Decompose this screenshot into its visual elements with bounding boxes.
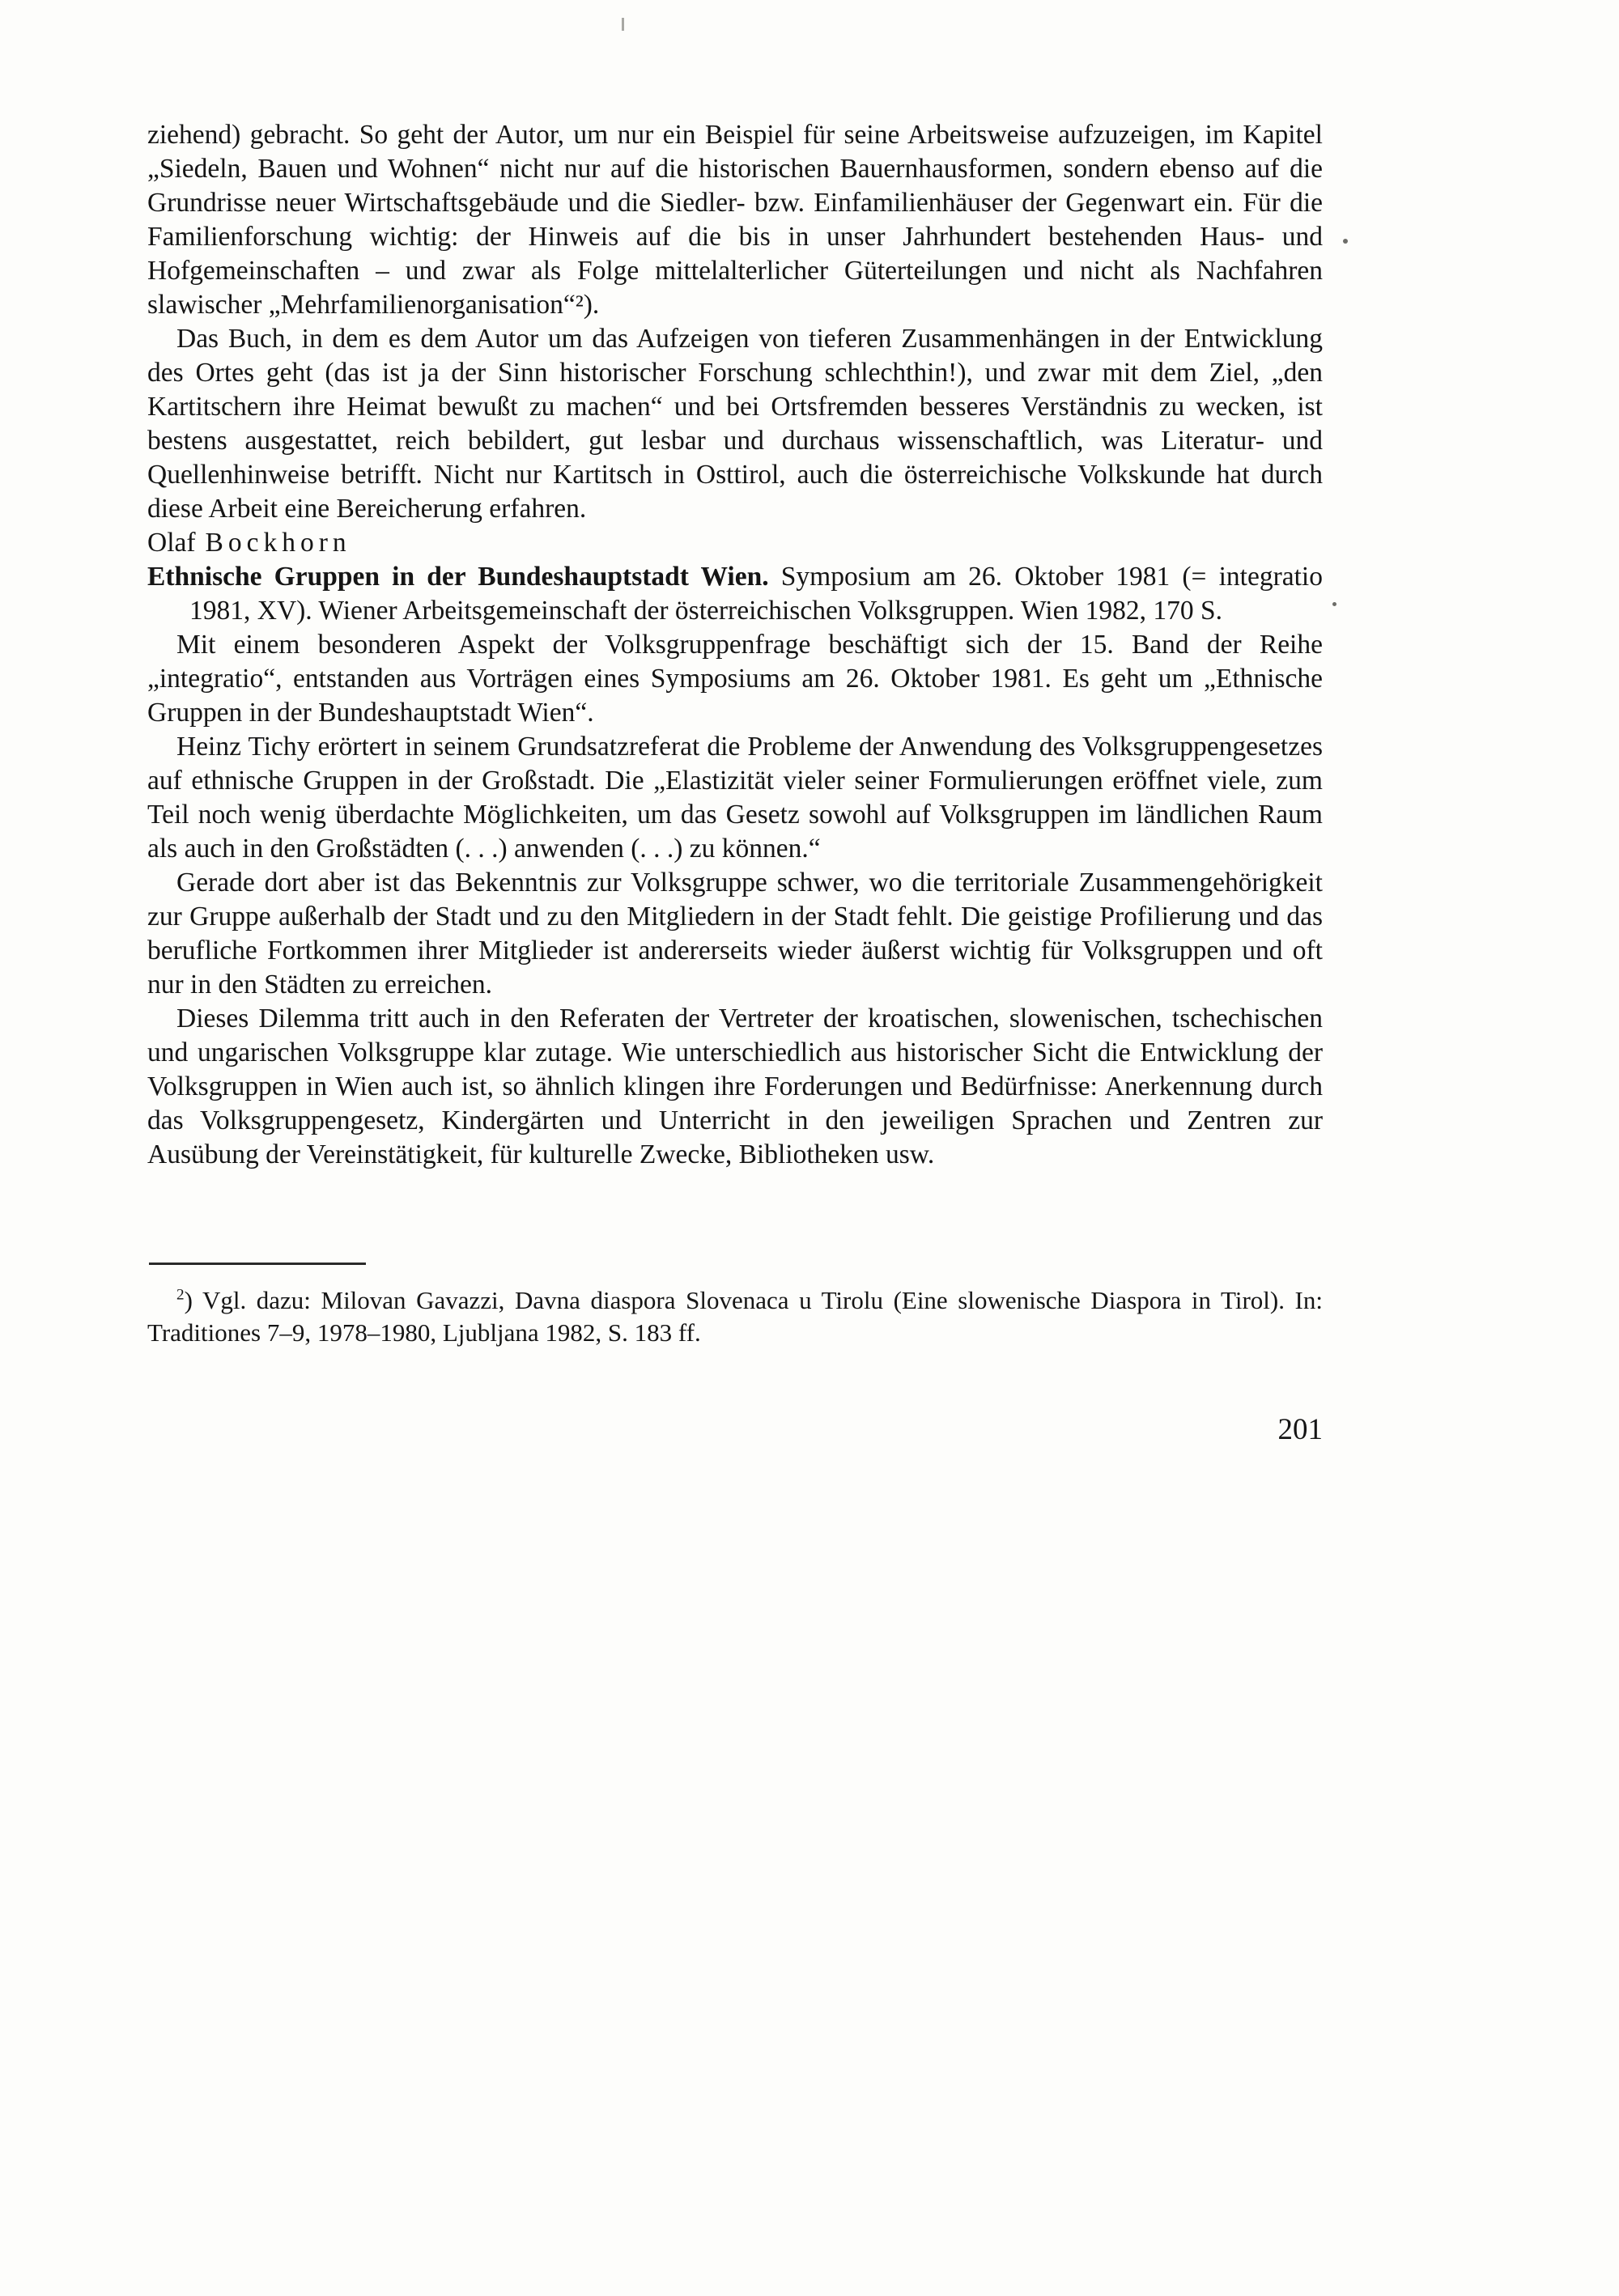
- review2-paragraph-2: Heinz Tichy erörtert in seinem Grundsatzreferat die Probleme der Anwendung des Volksgruppengesetzes auf ethnische Gruppen in der Großstadt. Die „Elastizität vieler seiner Formulierungen eröffnet viele, zum Teil noch wenig überdachte Möglichkeiten, um das Gesetz sowohl auf Volksgruppen im ländlichen Raum als auch in den Großstädten (. . .) anwenden (. . .) zu können.“: [147, 732, 1323, 864]
- page-number: 201: [1277, 1413, 1323, 1446]
- review2-citation-rest: Symposium am 26. Oktober 1981 (= integratio 1981, XV). Wiener Arbeitsgemeinschaft der österreichischen Volksgruppen. Wien 1982, 170 S.: [189, 562, 1323, 626]
- footnote-2: [147, 1284, 1323, 1349]
- scan-speck: [1332, 602, 1336, 606]
- reviewer-signature: [147, 526, 1323, 560]
- review2-title: Ethnische Gruppen in der Bundeshauptstadt Wien.: [147, 562, 769, 592]
- scan-artifact: [622, 18, 624, 31]
- reviewer-last-name: Bockhorn: [205, 528, 351, 558]
- review2-paragraph-4: Dieses Dilemma tritt auch in den Referaten der Vertreter der kroatischen, slowenischen, tschechischen und ungarischen Volksgruppe klar zutage. Wie unterschiedlich aus historischer Sicht die Entwicklung der Volksgruppen in Wien auch ist, so ähnlich klingen ihre Forderungen und Bedürfnisse: Anerkennung durch das Volksgruppengesetz, Kindergärten und Unterricht in den jeweiligen Sprachen und Zentren zur Ausübung der Vereinstätigkeit, für kulturelle Zwecke, Bibliotheken usw.: [147, 1004, 1323, 1169]
- review2-paragraph-3: Gerade dort aber ist das Bekenntnis zur Volksgruppe schwer, wo die territoriale Zusammengehörigkeit zur Gruppe außerhalb der Stadt und zu den Mitgliedern in der Stadt fehlt. Die geistige Profilierung und das berufliche Fortkommen ihrer Mitglieder ist andererseits wieder äußerst wichtig für Volksgruppen und oft nur in den Städten zu erreichen.: [147, 868, 1323, 999]
- review1-paragraph-2: Das Buch, in dem es dem Autor um das Aufzeigen von tieferen Zusammenhängen in der Entwicklung des Ortes geht (das ist ja der Sinn historischer Forschung schlechthin!), und zwar mit dem Ziel, „den Kartitschern ihre Heimat bewußt zu machen“ und bei Ortsfremden besseres Verständnis zu wecken, ist bestens ausgestattet, reich bebildert, gut lesbar und durchaus wissenschaftlich, was Literatur- und Quellenhinweise betrifft. Nicht nur Kartitsch in Osttirol, auch die österreichische Volkskunde hat durch diese Arbeit eine Bereicherung erfahren.: [147, 324, 1323, 524]
- review2-citation: [147, 560, 1323, 628]
- footnote-marker: 2: [176, 1286, 185, 1304]
- reviewer-first-name: Olaf: [147, 528, 196, 558]
- footnote-section: [147, 1263, 1323, 1349]
- footnote-body: ) Vgl. dazu: Milovan Gavazzi, Davna diaspora Slovenaca u Tirolu (Eine slowenische Diaspora in Tirol). In: Traditiones 7–9, 1978–1980, Ljubljana 1982, S. 183 ff.: [147, 1286, 1323, 1347]
- review1-paragraph-1: ziehend) gebracht. So geht der Autor, um nur ein Beispiel für seine Arbeitsweise aufzuzeigen, im Kapitel „Siedeln, Bauen und Wohnen“ nicht nur auf die historischen Bauernhausformen, sondern ebenso auf die Grundrisse neuer Wirtschaftsgebäude und die Siedler- bzw. Einfamilienhäuser der Gegenwart ein. Für die Familienforschung wichtig: der Hinweis auf die bis in unser Jahrhundert bestehenden Haus- und Hofgemeinschaften – und zwar als Folge mittelalterlicher Güterteilungen und nicht als Nachfahren slawischer „Mehrfamilienorganisation“²).: [147, 120, 1323, 320]
- scan-speck: [1343, 239, 1348, 244]
- text-block: [147, 118, 1323, 1446]
- footnote-divider: [149, 1263, 366, 1265]
- review2-paragraph-1: Mit einem besonderen Aspekt der Volksgruppenfrage beschäftigt sich der 15. Band der Reihe „integratio“, entstanden aus Vorträgen eines Symposiums am 26. Oktober 1981. Es geht um „Ethnische Gruppen in der Bundeshauptstadt Wien“.: [147, 630, 1323, 728]
